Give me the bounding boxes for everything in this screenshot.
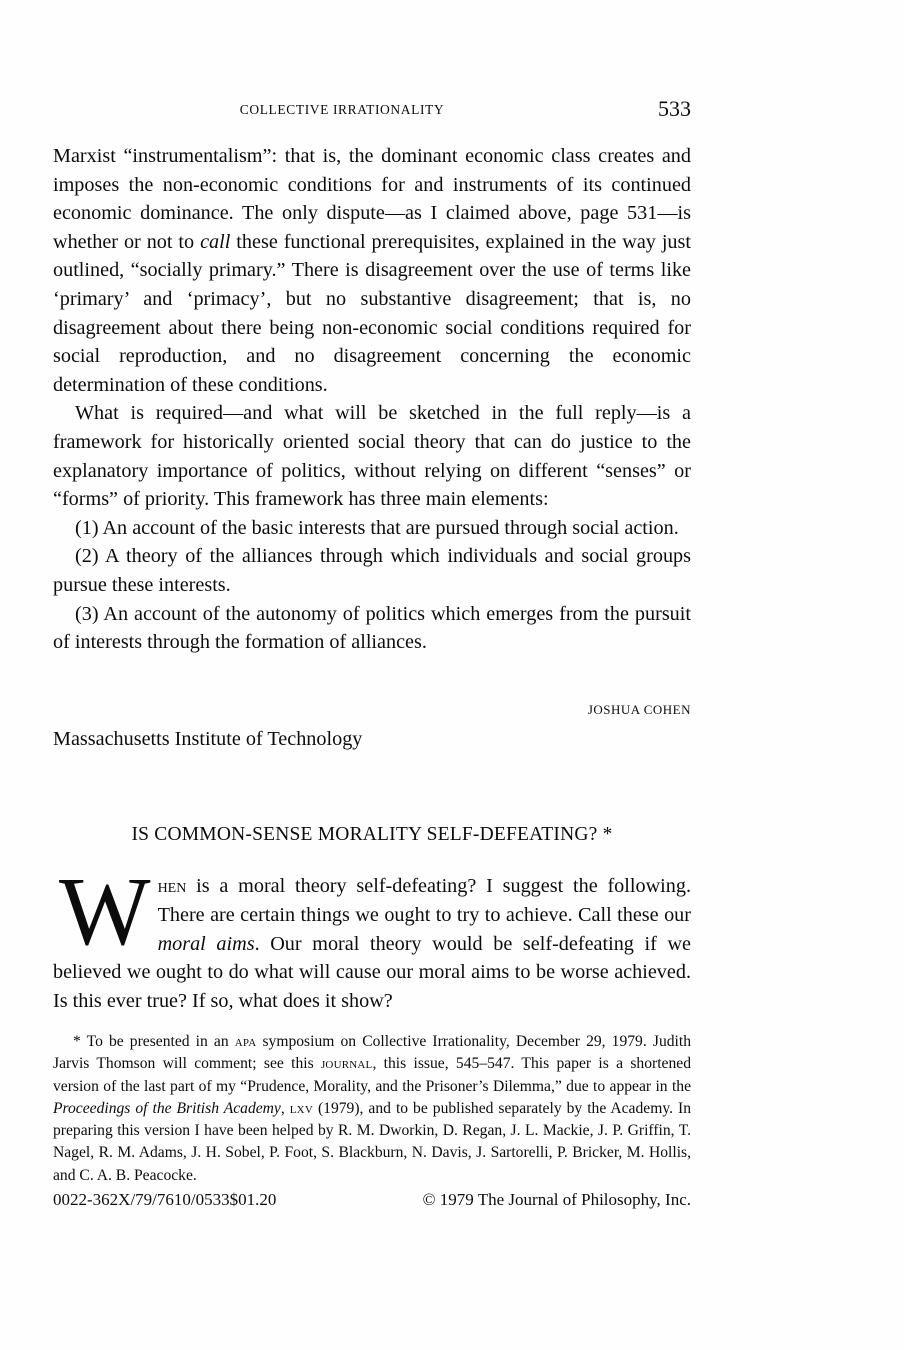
copyright-notice: © 1979 The Journal of Philosophy, Inc. bbox=[422, 1190, 691, 1209]
footnote-run-4: , bbox=[280, 1099, 290, 1117]
paragraph-4-element-2: (2) A theory of the alliances through which individuals and social groups pursue these interests. bbox=[53, 545, 691, 596]
running-head bbox=[53, 96, 691, 124]
paragraph-1-italic-call: call bbox=[200, 230, 231, 253]
opening-small-caps: hen bbox=[157, 875, 187, 897]
footnote-smallcaps-apa: apa bbox=[234, 1033, 257, 1050]
footnote-run-3: , this issue, 545–547. This paper is a shortened version of the last part of my “Prudence, Morality, and the Prisoner’s Dilemma,” due to appear in the bbox=[53, 1055, 691, 1095]
opening-italic-moral-aims: moral aims bbox=[157, 932, 255, 955]
paragraph-1 bbox=[53, 142, 691, 399]
footnote-run-2: symposium on Collective Irrationality, December 29, 1979. Judith Jarvis Thomson will comment; see this bbox=[53, 1033, 691, 1073]
paragraph-1-run-2: these functional prerequisites, explained in the way just outlined, “socially primary.” There is disagreement over the use of terms like ‘primary’ and ‘primacy’, but no substantive disagreement; that is, no disagreement about there being non-economic social conditions required for social reproduction, and no disagreement concerning the economic determination of these conditions. bbox=[53, 230, 691, 396]
opening-run-1: is a moral theory self-defeating? I suggest the following. There are certain things we ought to try to achieve. Call these our bbox=[157, 875, 691, 926]
paragraph-1-run-1: Marxist “instrumentalism”: that is, the dominant economic class creates and imposes the non-economic conditions for and instruments of its continued economic dominance. The only dispute—as I claimed above, page 531—is whether or not to bbox=[53, 145, 691, 253]
author-signature: JOSHUA COHEN bbox=[587, 702, 691, 717]
footnote-text bbox=[53, 1031, 691, 1187]
issn-code: 0022-362X/79/7610/0533$01.20 bbox=[53, 1190, 277, 1209]
footnote-run-1: * To be presented in an bbox=[73, 1033, 235, 1050]
page-number: 533 bbox=[658, 96, 691, 121]
paragraph-3-element-1: (1) An account of the basic interests that are pursued through social action. bbox=[75, 516, 679, 539]
running-head-title: COLLECTIVE IRRATIONALITY bbox=[239, 102, 445, 117]
article-opening-paragraph bbox=[53, 858, 692, 1016]
author-affiliation: Massachusetts Institute of Technology bbox=[53, 728, 363, 750]
drop-cap-letter: W bbox=[59, 858, 151, 965]
footnote-italic-proceedings: Proceedings of the British Academy bbox=[53, 1099, 281, 1117]
paragraph-5-element-3: (3) An account of the autonomy of politics which emerges from the pursuit of interests through the formation of alliances. bbox=[53, 602, 691, 654]
colophon-line bbox=[53, 1190, 691, 1210]
footnote-block bbox=[53, 1031, 691, 1187]
article-end-body bbox=[53, 142, 691, 657]
paragraph-2: What is required—and what will be sketched in the full reply—is a framework for historically oriented social theory that can do justice to the explanatory importance of politics, without relying on different “senses” or “forms” of priority. This framework has three main elements: bbox=[53, 402, 691, 511]
footnote-run-5: (1979), and to be published separately by the Academy. In preparing this version I have been helped by R. M. Dworkin, D. Regan, J. L. Mackie, J. P. Griffin, T. Nagel, R. M. Adams, J. H. Sobel, P. Foot, S. Blackburn, N. Davis, J. Sartorelli, P. Bricker, M. Hollis, and C. A. B. Peacocke. bbox=[53, 1099, 691, 1184]
footnote-smallcaps-lxv: lxv bbox=[289, 1099, 313, 1117]
footnote-smallcaps-journal: journal bbox=[320, 1055, 373, 1073]
article-title: IS COMMON-SENSE MORALITY SELF-DEFEATING? * bbox=[131, 824, 613, 845]
opening-run-2: . Our moral theory would be self-defeating if we believed we ought to do what will cause our moral aims to be worse achieved. Is this ever true? If so, what does it show? bbox=[53, 932, 692, 1013]
